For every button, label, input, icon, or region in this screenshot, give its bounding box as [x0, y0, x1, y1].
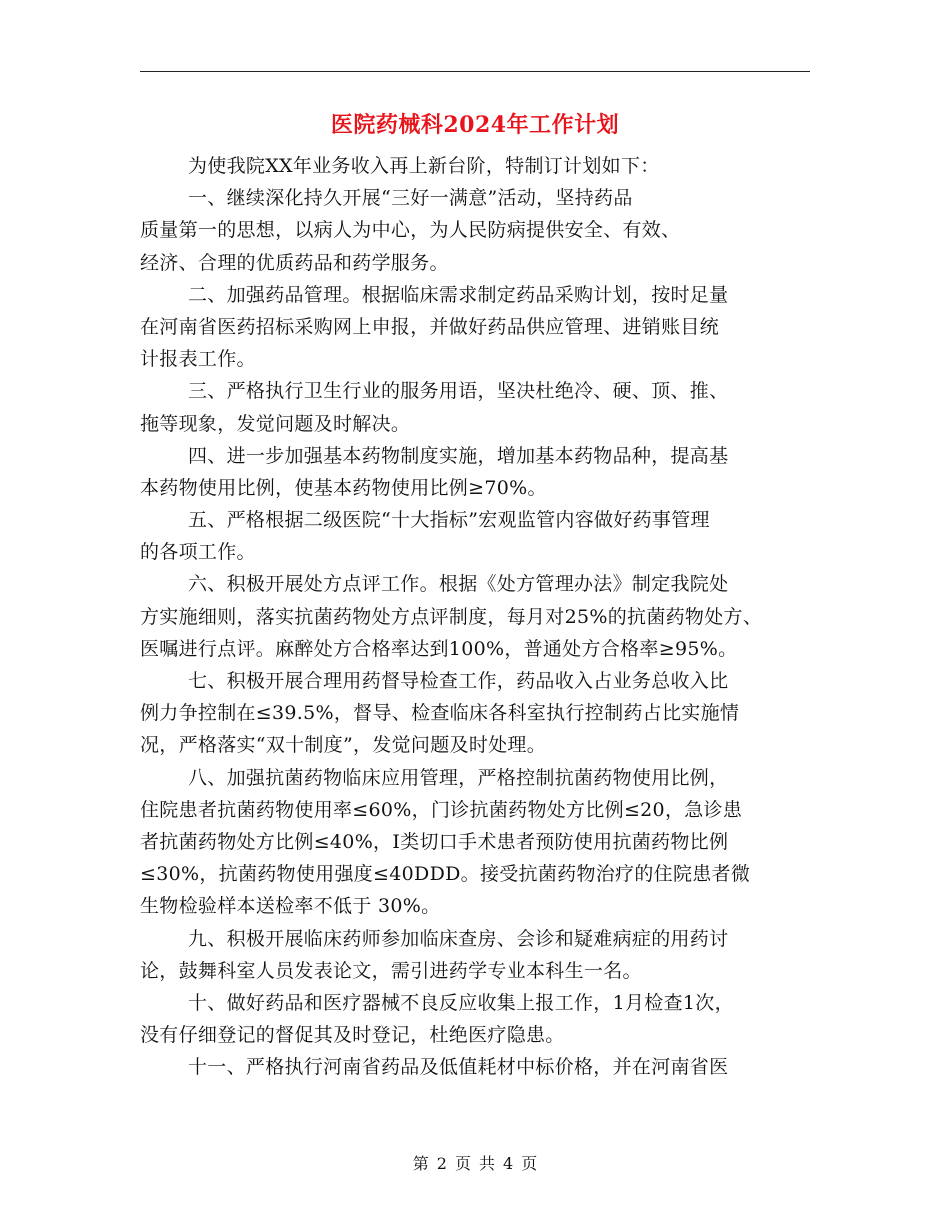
body-line: 拖等现象，发觉问题及时解决。 — [140, 412, 411, 435]
body-line: 在河南省医药招标采购网上申报，并做好药品供应管理、进销账目统 — [140, 315, 720, 338]
footer-page-suffix: 页 — [521, 1154, 538, 1173]
body-line: 十、做好药品和医疗器械不良反应收集上报工作，1月检查1次， — [188, 991, 734, 1014]
footer-page-mid: 页 — [454, 1154, 471, 1173]
body-line: 本药物使用比例，使基本药物使用比例≥70%。 — [140, 476, 547, 499]
body-line: 五、严格根据二级医院“十大指标”宏观监管内容做好药事管理 — [188, 509, 710, 532]
body-line: 质量第一的思想，以病人为中心，为人民防病提供安全、有效、 — [140, 219, 681, 242]
body-line: ≤30%，抗菌药物使用强度≤40DDD。接受抗菌药物治疗的住院患者微 — [140, 863, 751, 886]
body-line: 住院患者抗菌药物使用率≤60%，门诊抗菌药物处方比例≤20，急诊患 — [140, 798, 743, 821]
body-line: 十一、严格执行河南省药品及低值耗材中标价格，并在河南省医 — [188, 1056, 729, 1079]
body-line: 没有仔细登记的督促其及时登记，杜绝医疗隐患。 — [140, 1024, 565, 1047]
body-line: 生物检验样本送检率不低于 30%。 — [140, 895, 441, 918]
footer-page-prefix: 第 — [412, 1154, 429, 1173]
body-line: 的各项工作。 — [140, 541, 256, 564]
body-line: 计报表工作。 — [140, 348, 256, 371]
footer-total-pages: 4 — [503, 1154, 514, 1173]
body-line: 方实施细则，落实抗菌药物处方点评制度，每月对25%的抗菌药物处方、 — [140, 605, 763, 628]
body-line: 况，严格落实“双十制度”，发觉问题及时处理。 — [140, 734, 547, 757]
body-line: 九、积极开展临床药师参加临床查房、会诊和疑难病症的用药讨 — [188, 927, 729, 950]
body-line: 一、继续深化持久开展“三好一满意”活动，坚持药品 — [188, 187, 633, 210]
body-line: 例力争控制在≤39.5%，督导、检查临床各科室执行控制药占比实施情 — [140, 702, 740, 725]
body-line: 论，鼓舞科室人员发表论文，需引进药学专业本科生一名。 — [140, 959, 642, 982]
body-line: 二、加强药品管理。根据临床需求制定药品采购计划，按时足量 — [188, 283, 729, 306]
body-line: 经济、合理的优质药品和药学服务。 — [140, 251, 449, 274]
footer-total-label: 共 — [479, 1154, 496, 1173]
footer-page-number: 2 — [436, 1154, 447, 1173]
document-title: 医院药械科2024年工作计划 — [330, 112, 620, 138]
body-line: 医嘱进行点评。麻醉处方合格率达到100%，普通处方合格率≥95%。 — [140, 637, 738, 660]
body-line: 七、积极开展合理用药督导检查工作，药品收入占业务总收入比 — [188, 670, 729, 692]
body-line: 六、积极开展处方点评工作。根据《处方管理办法》制定我院处 — [188, 573, 729, 596]
header-rule — [140, 71, 810, 72]
body-line: 四、进一步加强基本药物制度实施，增加基本药物品种，提高基 — [188, 444, 729, 467]
body-line: 者抗菌药物处方比例≤40%，Ⅰ类切口手术患者预防使用抗菌药物比例 — [140, 830, 729, 853]
body-line: 为使我院XX年业务收入再上新台阶，特制订计划如下： — [188, 155, 660, 177]
page-footer — [0, 1152, 950, 1176]
document-body — [140, 150, 820, 1083]
body-line: 八、加强抗菌药物临床应用管理，严格控制抗菌药物使用比例， — [188, 766, 729, 789]
body-line: 三、严格执行卫生行业的服务用语，坚决杜绝冷、硬、顶、推、 — [188, 380, 729, 403]
